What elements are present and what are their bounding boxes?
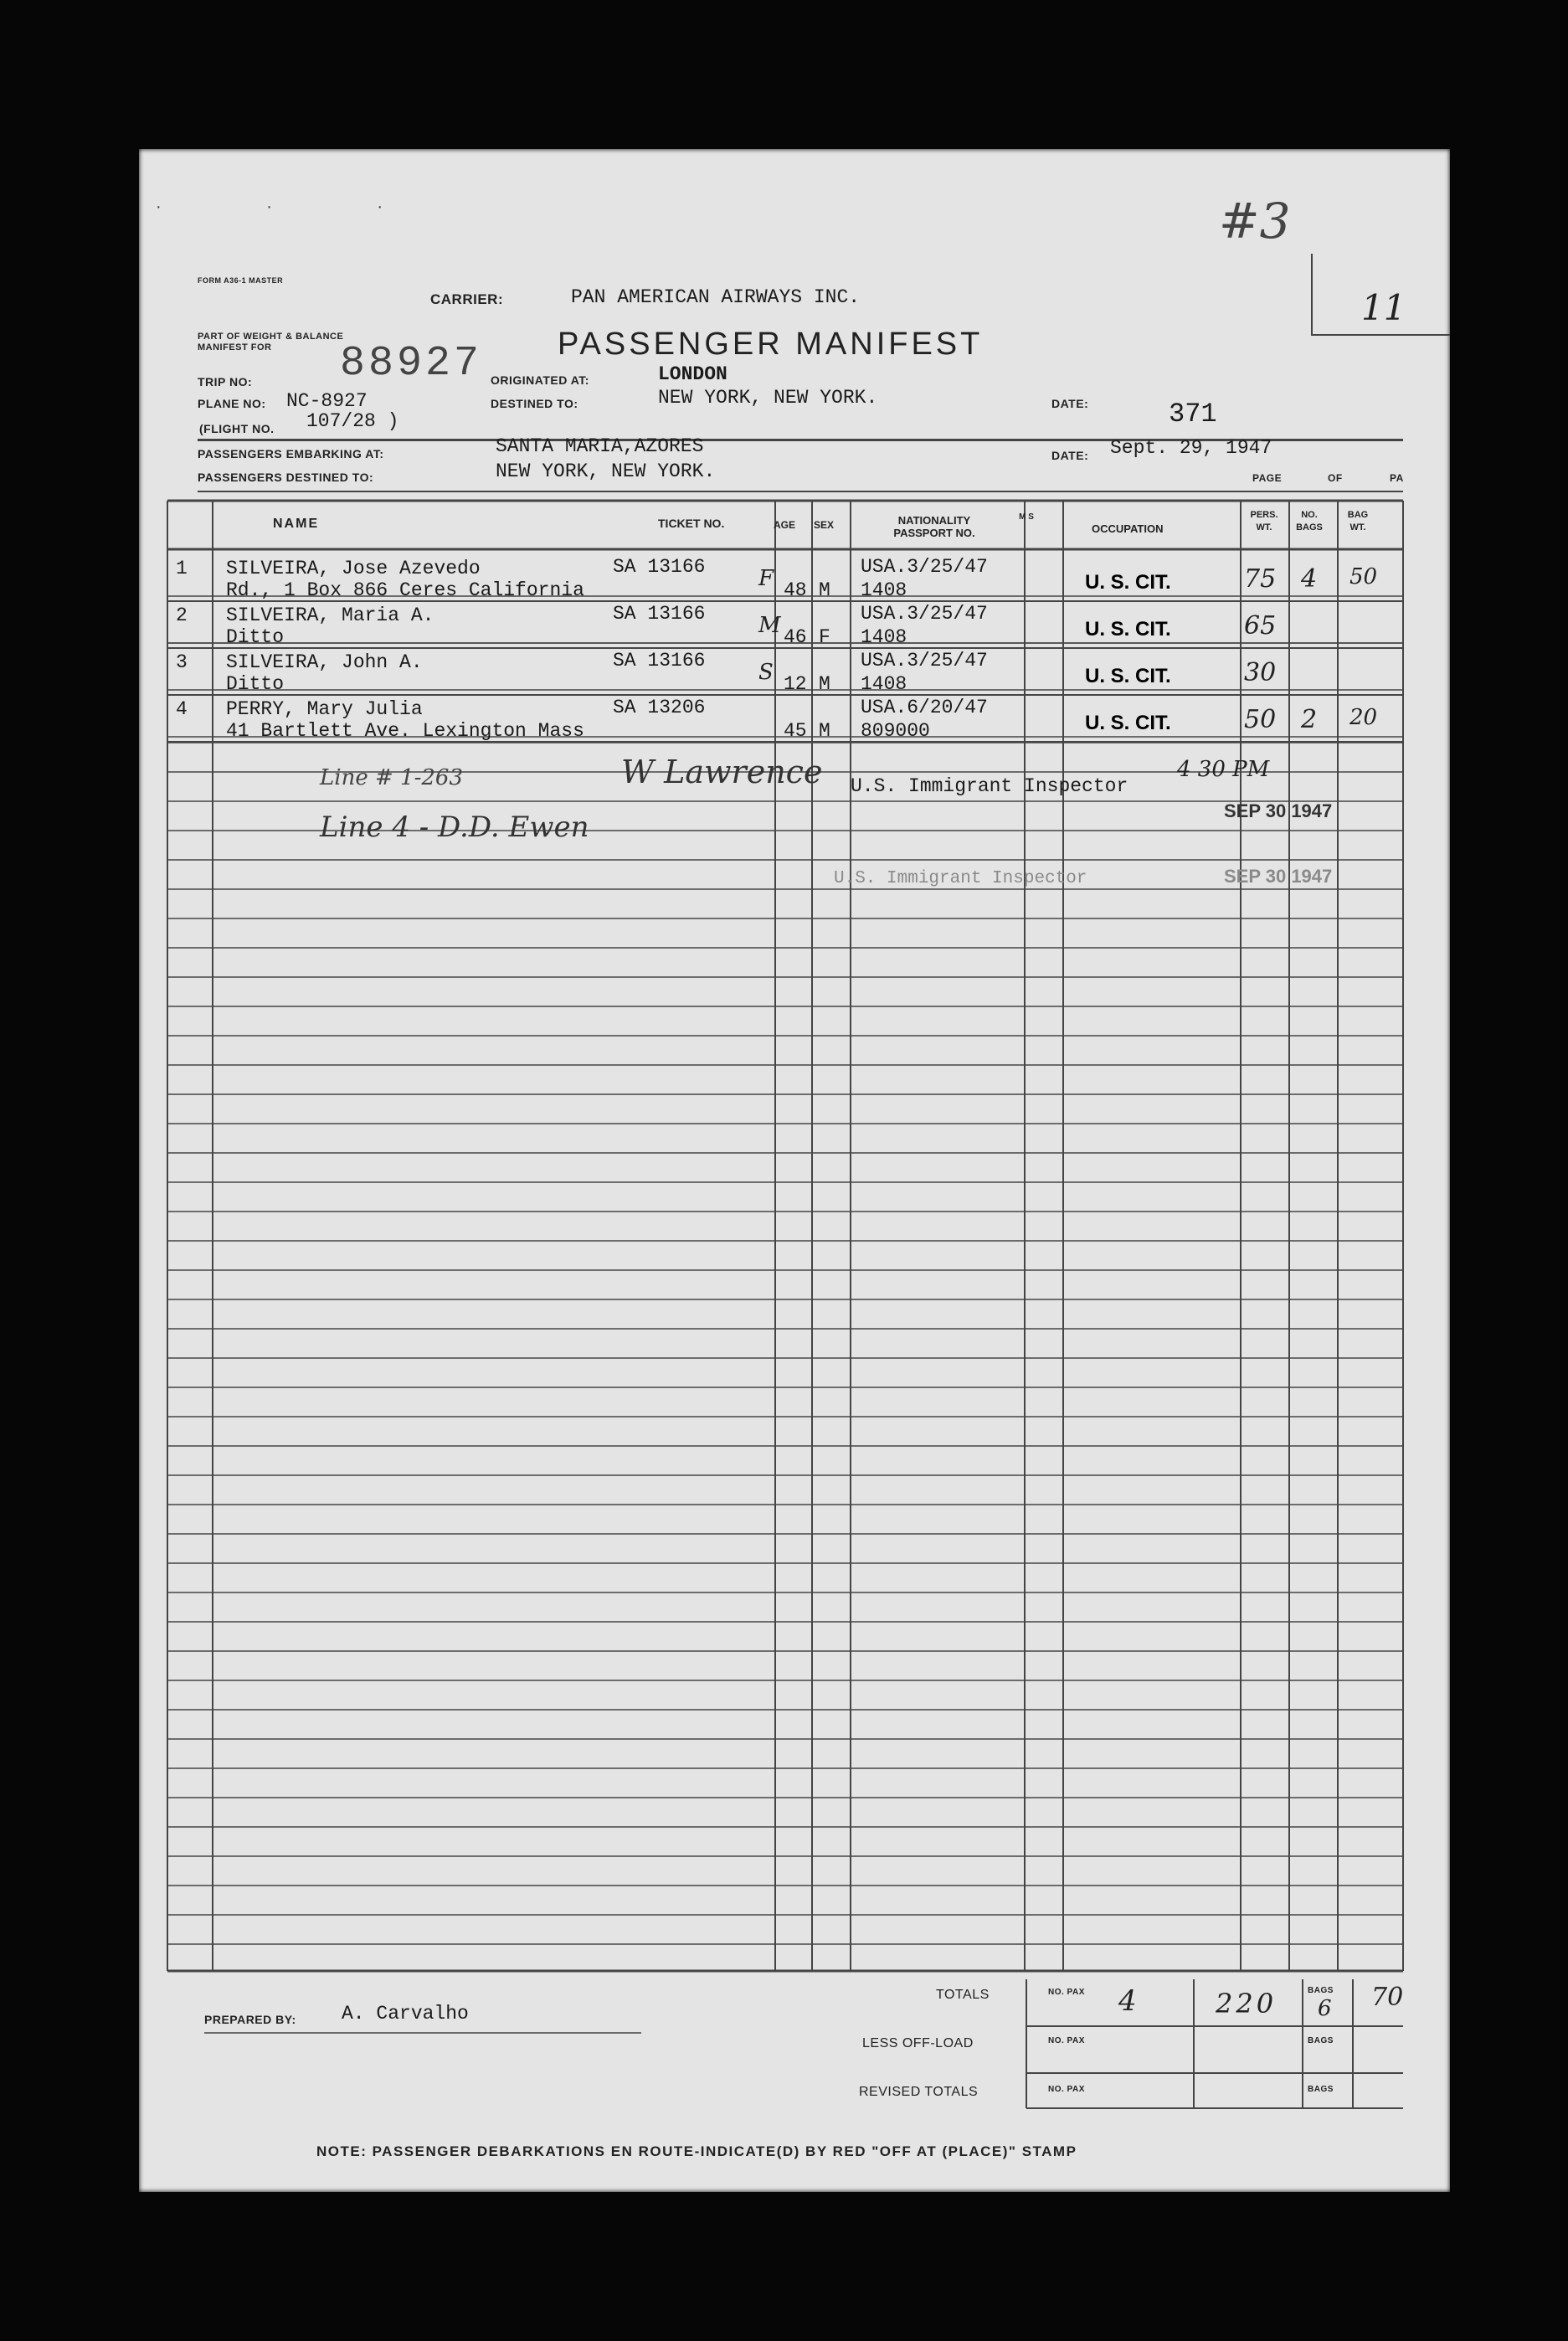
passenger-address: Ditto	[226, 673, 285, 695]
footer-note: NOTE: PASSENGER DEBARKATIONS EN ROUTE-INDICATE(D) BY RED "OFF AT (PLACE)" STAMP	[316, 2143, 1077, 2159]
passenger-mark: F	[758, 566, 774, 591]
page-tail: PA	[1390, 472, 1404, 484]
passport-number: 809000	[861, 720, 930, 742]
passenger-sex: M	[819, 579, 830, 601]
date-number: 371	[1169, 399, 1217, 430]
corner-number: 11	[1361, 287, 1406, 328]
date2-value: Sept. 29, 1947	[1110, 437, 1272, 459]
passenger-nationality: USA.3/25/47	[861, 556, 988, 578]
passenger-name: PERRY, Mary Julia	[226, 698, 423, 720]
destined-label: DESTINED TO:	[491, 397, 578, 410]
form-number: FORM A36-1 MASTER	[198, 276, 284, 285]
trip-value: 88927	[340, 340, 483, 388]
personal-weight: 30	[1244, 658, 1277, 687]
corner-mark: #3	[1219, 193, 1291, 250]
col-ms: M S	[1019, 512, 1034, 522]
flight-label: (FLIGHT NO.	[199, 422, 275, 435]
col-pers-wt: PERS. WT.	[1250, 510, 1278, 533]
col-nationality: NATIONALITY PASSPORT NO.	[893, 514, 975, 539]
passport-number: 1408	[861, 673, 907, 695]
bag-count: 4	[1301, 564, 1318, 594]
passenger-nationality: USA.3/25/47	[861, 650, 988, 671]
less-offload-label: LESS OFF-LOAD	[862, 2036, 974, 2050]
date-label: DATE:	[1051, 397, 1089, 410]
total-bag-weight: 70	[1371, 1983, 1404, 2012]
occupation: U. S. CIT.	[1085, 712, 1171, 734]
passenger-nationality: USA.6/20/47	[861, 697, 988, 718]
bag-weight: 20	[1350, 705, 1378, 730]
passenger-nationality: USA.3/25/47	[861, 603, 988, 625]
page-label: PAGE	[1252, 472, 1283, 484]
manifest-sheet	[139, 149, 1450, 2192]
col-name: NAME	[273, 517, 320, 531]
no-pax-label-1: NO. PAX	[1048, 1988, 1085, 1997]
embarking-value: SANTA MARIA,AZORES	[496, 435, 704, 457]
passenger-name: SILVEIRA, Jose Azevedo	[226, 558, 481, 579]
personal-weight: 65	[1244, 611, 1277, 641]
total-weight: 220	[1216, 1988, 1278, 2019]
inspector-label-2: U.S. Immigrant Inspector	[834, 869, 1087, 888]
col-age: AGE	[774, 519, 796, 531]
inspector-signature: W Lawrence	[621, 754, 823, 790]
passenger-age: 48	[784, 579, 807, 601]
col-bag-wt: BAG WT.	[1347, 510, 1369, 533]
passenger-sex: M	[819, 720, 830, 742]
weight-balance-label: PART OF WEIGHT & BALANCE MANIFEST FOR	[198, 332, 344, 352]
ticket-number: SA 13206	[613, 697, 706, 718]
passenger-age: 45	[784, 720, 807, 742]
passport-number: 1408	[861, 579, 907, 601]
occupation: U. S. CIT.	[1085, 618, 1171, 641]
passenger-mark: M	[758, 613, 781, 638]
row-number: 3	[176, 651, 188, 673]
passenger-address: Ditto	[226, 626, 285, 648]
occupation: U. S. CIT.	[1085, 665, 1171, 687]
of-label: OF	[1328, 472, 1343, 484]
inspection-time: 4 30 PM	[1177, 757, 1270, 782]
ticket-number: SA 13166	[613, 556, 706, 578]
passenger-name: SILVEIRA, Maria A.	[226, 605, 434, 626]
totals-label: TOTALS	[936, 1988, 990, 2002]
originated-value: LONDON	[658, 363, 727, 385]
destined-value: NEW YORK, NEW YORK.	[658, 387, 878, 409]
no-pax-label-2: NO. PAX	[1048, 2036, 1085, 2045]
passengers-destined-label: PASSENGERS DESTINED TO:	[198, 471, 374, 484]
carrier-value: PAN AMERICAN AIRWAYS INC.	[571, 286, 861, 308]
passenger-address: 41 Bartlett Ave. Lexington Mass	[226, 720, 584, 742]
prepared-label: PREPARED BY:	[204, 2013, 296, 2026]
plane-value: NC-8927	[286, 390, 368, 412]
plane-label: PLANE NO:	[198, 397, 266, 410]
col-no-bags: NO. BAGS	[1296, 510, 1323, 533]
passenger-age: 12	[784, 673, 807, 695]
ticket-number: SA 13166	[613, 603, 706, 625]
occupation: U. S. CIT.	[1085, 571, 1171, 594]
total-pax: 4	[1118, 1984, 1137, 2018]
flight-value: 107/28 )	[306, 410, 399, 432]
revised-totals-label: REVISED TOTALS	[859, 2085, 979, 2099]
bag-count: 2	[1301, 705, 1318, 734]
row-number: 2	[176, 605, 188, 626]
passenger-sex: M	[819, 673, 830, 695]
passenger-name: SILVEIRA, John A.	[226, 651, 423, 673]
ticket-number: SA 13166	[613, 650, 706, 671]
bags-label-1: BAGS	[1308, 1986, 1334, 1995]
date-stamp-2: SEP 30 1947	[1224, 866, 1333, 887]
personal-weight: 50	[1244, 705, 1277, 734]
bag-weight: 50	[1350, 564, 1378, 589]
originated-label: ORIGINATED AT:	[491, 373, 589, 387]
passport-number: 1408	[861, 626, 907, 648]
prepared-value: A. Carvalho	[342, 2003, 469, 2025]
embarking-label: PASSENGERS EMBARKING AT:	[198, 447, 384, 460]
bags-label-2: BAGS	[1308, 2036, 1334, 2045]
col-ticket: TICKET NO.	[658, 517, 725, 530]
col-occupation: OCCUPATION	[1092, 522, 1164, 535]
date-stamp-1: SEP 30 1947	[1224, 800, 1333, 821]
date2-label: DATE:	[1051, 449, 1089, 462]
manifest-title: PASSENGER MANIFEST	[558, 327, 984, 362]
passenger-age: 46	[784, 626, 807, 648]
no-pax-label-3: NO. PAX	[1048, 2085, 1085, 2094]
bags-label-3: BAGS	[1308, 2085, 1334, 2094]
inspection-note-1: Line # 1-263	[320, 765, 463, 790]
total-bags: 6	[1318, 1996, 1332, 2021]
row-number: 4	[176, 698, 188, 720]
manifest-grid	[139, 149, 1450, 2192]
inspection-note-2: Line 4 - D.D. Ewen	[320, 810, 589, 844]
passengers-destined-value: NEW YORK, NEW YORK.	[496, 460, 716, 482]
passenger-address: Rd., 1 Box 866 Ceres California	[226, 579, 584, 601]
personal-weight: 75	[1244, 564, 1277, 594]
col-sex: SEX	[814, 519, 835, 531]
inspector-label-1: U.S. Immigrant Inspector	[851, 775, 1128, 797]
row-number: 1	[176, 558, 188, 579]
passenger-mark: S	[758, 660, 774, 685]
trip-label: TRIP NO:	[198, 375, 253, 388]
carrier-label: CARRIER:	[430, 291, 504, 307]
passenger-sex: F	[819, 626, 830, 648]
punch-marks: · · ·	[156, 198, 434, 216]
